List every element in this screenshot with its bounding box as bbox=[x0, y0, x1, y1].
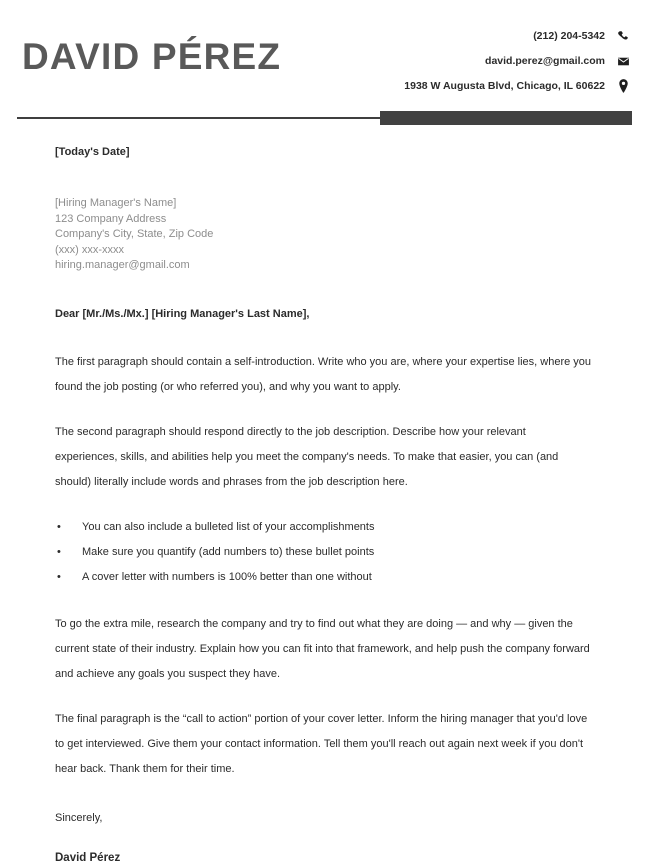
location-pin-icon bbox=[614, 79, 632, 93]
date-line: [Today's Date] bbox=[55, 146, 130, 158]
body-paragraph-4: The final paragraph is the “call to action” portion of your cover letter. Inform the hiring manager that you'd love to get interviewed. Give them your contact information. Tell them you'll reach out again next week if you don't hear back. Thank them for their time. bbox=[55, 712, 588, 775]
phone-number-text: (212) 204-5342 bbox=[533, 30, 605, 42]
accomplishments-list bbox=[55, 515, 591, 590]
street-address-text: 1938 W Augusta Blvd, Chicago, IL 60622 bbox=[404, 80, 605, 92]
list-item: • A cover letter with numbers is 100% better than one without bbox=[55, 565, 591, 590]
recipient-line: (xxx) xxx-xxxx bbox=[55, 243, 125, 256]
salutation-line: Dear [Mr./Ms./Mx.] [Hiring Manager's Last Name], bbox=[55, 307, 310, 320]
contact-block bbox=[302, 26, 632, 101]
recipient-line: hiring.manager@gmail.com bbox=[55, 259, 190, 271]
page-title: DAVID PÉREZ bbox=[22, 36, 282, 77]
phone-icon bbox=[614, 30, 632, 42]
recipient-line: [Hiring Manager's Name] bbox=[55, 197, 177, 209]
email-address-text: david.perez@gmail.com bbox=[485, 55, 605, 67]
signature-name: David Pérez bbox=[55, 851, 121, 864]
recipient-line: 123 Company Address bbox=[55, 212, 167, 225]
body-paragraph-3: To go the extra mile, research the company and try to find out what they are doing — and why — given the current state of their industry. Explain how you can fit into that framework, and help push the company forward and achieve any goals you suspect they have. bbox=[55, 617, 590, 680]
letter-body bbox=[55, 146, 591, 864]
list-item: • You can also include a bulleted list of your accomplishments bbox=[55, 515, 591, 540]
header-divider-rule bbox=[17, 117, 384, 119]
body-paragraph-2: The second paragraph should respond directly to the job description. Describe how your relevant experiences, skills, and abilities help you meet the company's needs. To make that easier, you can (and should) literally include words and phrases from the job description here. bbox=[55, 425, 559, 488]
contact-row-address bbox=[302, 76, 632, 96]
closing-line: Sincerely, bbox=[55, 811, 103, 824]
envelope-icon bbox=[614, 55, 632, 68]
recipient-line: Company's City, State, Zip Code bbox=[55, 228, 214, 240]
recipient-address-block bbox=[55, 196, 591, 274]
contact-row-phone bbox=[302, 26, 632, 46]
header-divider-block bbox=[380, 111, 632, 125]
body-paragraph-1: The first paragraph should contain a self-introduction. Write who you are, where your expertise lies, where you found the job posting (or who referred you), and why you want to apply. bbox=[55, 355, 592, 393]
contact-row-email bbox=[302, 51, 632, 71]
list-item: • Make sure you quantify (add numbers to) these bullet points bbox=[55, 540, 591, 565]
